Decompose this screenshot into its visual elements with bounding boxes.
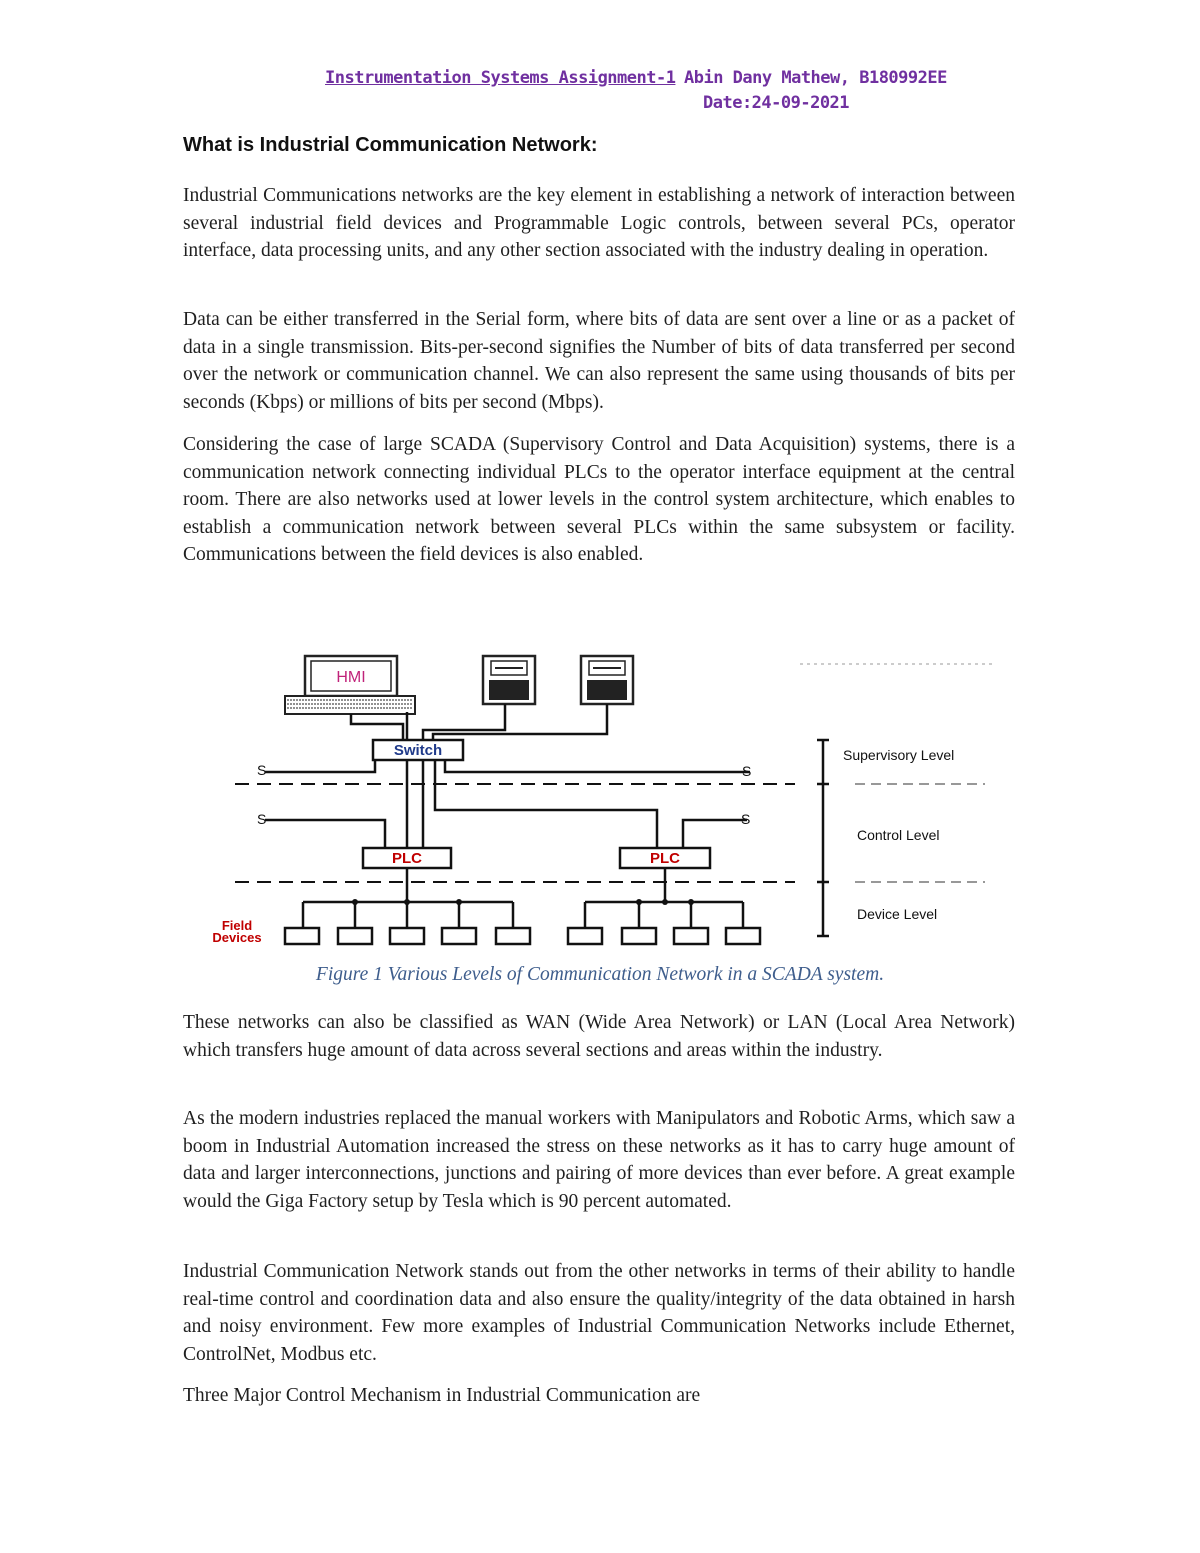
document-date: Date:24-09-2021 [703,93,850,113]
paragraph-realtime: Industrial Communication Network stands out from the other networks in terms of their ability to handle real-time control and coordination data and also ensure the quality/integrity of the data obtained in harsh and noisy environment. Few more examples of Industrial Communication Networks include Ethernet, ControlNet, Modbus etc. [183,1261,1015,1365]
svg-text:S: S [741,811,751,827]
assignment-title: Instrumentation Systems Assignment-1 [325,68,676,88]
figure-caption: Figure 1 Various Levels of Communication Network in a SCADA system. [315,964,885,985]
level-device-label: Device Level [857,906,938,922]
plc-label-1: PLC [392,850,422,867]
field-devices-label-2: Devices [212,930,262,945]
section-heading: What is Industrial Communication Network: [183,134,598,156]
paragraph-wan-lan: These networks can also be classified as WAN (Wide Area Network) or LAN (Local Area Network) which transfers huge amount of data across several sections and areas within the industry. [183,1012,1015,1061]
level-supervisory-label: Supervisory Level [843,747,955,763]
server-icon-2 [581,656,633,704]
level-control-label: Control Level [857,827,940,843]
server-icon-1 [483,656,535,704]
svg-text:S: S [742,763,752,779]
switch-label: Switch [393,742,443,759]
svg-text:S: S [257,811,267,827]
scada-network-diagram [195,648,1005,948]
paragraph-control-mechanisms: Three Major Control Mechanism in Industrial Communication are [183,1385,701,1406]
paragraph-scada: Considering the case of large SCADA (Supervisory Control and Data Acquisition) systems, there is a communication network connecting individual PLCs to the operator interface equipment at the central room. There are also networks used at lower levels in the control system architecture, which enables to establish a communication network between several PLCs within the same subsystem or facility. Communications between the field devices is also enabled. [183,434,1015,565]
author-name: Abin Dany Mathew, B180992EE [684,68,947,88]
svg-text:S: S [257,762,267,778]
hmi-label: HMI [336,669,366,686]
field-devices-label: Field [221,918,253,933]
paragraph-automation: As the modern industries replaced the manual workers with Manipulators and Robotic Arms, which saw a boom in Industrial Automation increased the stress on these networks as it has to carry huge amount of data and larger interconnections, junctions and pairing of more devices than ever before. A great example would the Giga Factory setup by Tesla which is 90 percent automated. [183,1108,1015,1212]
hmi-workstation-icon [285,656,415,714]
paragraph-intro: Industrial Communications networks are the key element in establishing a network of interaction between several industrial field devices and Programmable Logic controls, between several PCs, operator interface, data processing units, and any other section associated with the industry dealing in operation. [183,185,1015,261]
plc-label-2: PLC [650,850,680,867]
paragraph-data-transfer: Data can be either transferred in the Serial form, where bits of data are sent over a line or as a packet of data in a single transmission. Bits-per-second signifies the Number of bits of data transferred per second over the network or communication channel. We can also represent the same using thousands of bits per seconds (Kbps) or millions of bits per second (Mbps). [183,309,1015,413]
